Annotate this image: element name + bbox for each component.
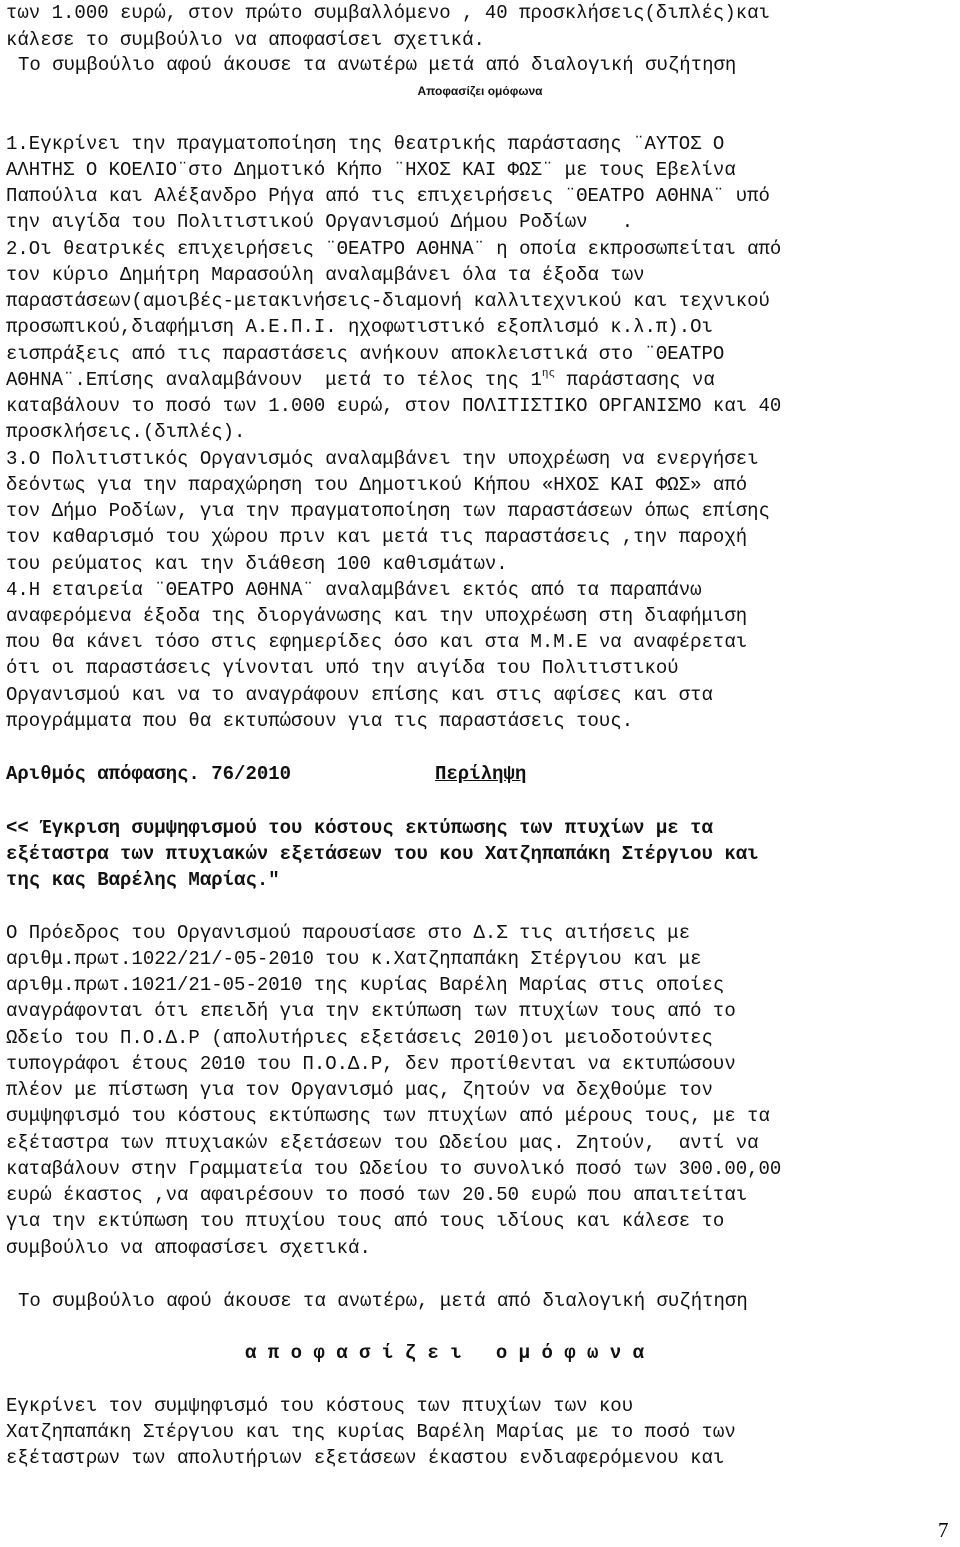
item-line: Οργανισμού και να το αναγράφουν επίσης και στις αφίσες και στα <box>6 684 713 706</box>
body-line: ευρώ έκαστος ,να αφαιρέσουν το ποσό των 20.50 ευρώ που απαιτείται <box>6 1184 748 1206</box>
body-line: καταβάλουν στην Γραμματεία του Ωδείου το συνολικό ποσό των 300.00,00 <box>6 1158 782 1180</box>
final-line: εξέταστρων των απολυτήριων εξετάσεων έκαστου ενδιαφερόμενου και <box>6 1447 725 1469</box>
body-line: πλέον με πίστωση για τον Οργανισμό μας, ζητούν να δεχθούμε τον <box>6 1079 713 1101</box>
body-line: αριθμ.πρωτ.1021/21-05-2010 της κυρίας Βαρέλη Μαρίας στις οποίες <box>6 974 725 996</box>
text-line: των 1.000 ευρώ, στον πρώτο συμβαλλόμενο , 40 προσκλήσεις(διπλές)και <box>6 2 770 24</box>
item-line: ότι οι παραστάσεις γίνονται υπό την αιγίδα του Πολιτιστικού <box>6 657 679 679</box>
body-line: συμψηφισμό του κόστους εκτύπωσης των πτυχίων από μέρους τους, με τα <box>6 1105 770 1127</box>
council-line: Το συμβούλιο αφού άκουσε τα ανωτέρω, μετά από διαλογική συζήτηση <box>18 1290 748 1312</box>
item-line: τον Δήμο Ροδίων, για την πραγματοποίηση των παραστάσεων όπως επίσης <box>6 500 770 522</box>
item-line: τον καθαρισμό του χώρου πριν και μετά τις παραστάσεις ,την παροχή <box>6 526 748 548</box>
body-line: συμβούλιο να αποφασίσει σχετικά. <box>6 1237 371 1259</box>
item-line: 3.Ο Πολιτιστικός Οργανισμός αναλαμβάνει την υποχρέωση να ενεργήσει <box>6 448 759 470</box>
final-line: Χατζηπαπάκη Στέργιου και της κυρίας Βαρέλη Μαρίας με το ποσό των <box>6 1421 736 1443</box>
item-line <box>6 368 715 392</box>
item-line: καταβάλουν το ποσό των 1.000 ευρώ, στον ΠΟΛΙΤΙΣΤΙΚΟ ΟΡΓΑΝΙΣΜΟ και 40 <box>6 395 782 417</box>
item-line: εισπράξεις από τις παραστάσεις ανήκουν αποκλειστικά στο ¨ΘΕΑΤΡΟ <box>6 343 725 365</box>
item-line: την αιγίδα του Πολιτιστικού Οργανισμού Δήμου Ροδίων . <box>6 211 634 233</box>
final-line: Εγκρίνει τον συμψηφισμό του κόστους των πτυχίων των κου <box>6 1395 634 1417</box>
decision-heading: Αποφασίζει ομόφωνα <box>417 84 543 98</box>
item-line: προσωπικού,διαφήμιση Α.Ε.Π.Ι. ηχοφωτιστικό εξοπλισμό κ.λ.π).Οι <box>6 316 713 338</box>
body-line: Ωδείο του Π.Ο.Δ.Ρ (απολυτήριες εξετάσεις 2010)οι μειοδοτούντες <box>6 1027 713 1049</box>
decision-number: Αριθμός απόφασης. 76/2010 <box>6 763 292 785</box>
item-line: 4.Η εταιρεία ¨ΘΕΑΤΡΟ ΑΘΗΝΑ¨ αναλαμβάνει εκτός από τα παραπάνω <box>6 579 702 601</box>
subject-line: της κας Βαρέλης Μαρίας." <box>6 869 280 891</box>
body-line: εξέταστρα των πτυχιακών εξετάσεων του Ωδείου μας. Ζητούν, αντί να <box>6 1132 759 1154</box>
item-line: προγράμματα που θα εκτυπώσουν για τις παραστάσεις τους. <box>6 710 634 732</box>
item-line: παραστάσεων(αμοιβές-μετακινήσεις-διαμονή καλλιτεχνικού και τεχνικού <box>6 290 770 312</box>
body-line: Ο Πρόεδρος του Οργανισμού παρουσίασε στο Δ.Σ τις αιτήσεις με <box>6 922 691 944</box>
item-line: που θα κάνει τόσο στις εφημερίδες όσο και στα Μ.Μ.Ε να αναφέρεται <box>6 631 748 653</box>
subject-line: εξέταστρα των πτυχιακών εξετάσεων του κου Χατζηπαπάκη Στέργιου και <box>6 843 759 865</box>
item-line-text: παράστασης να <box>566 369 715 391</box>
page-number: 7 <box>938 1518 949 1542</box>
body-line: αναγράφονται ότι επειδή για την εκτύπωση των πτυχίων τους από το <box>6 1000 736 1022</box>
ordinal-superscript: ης <box>541 368 556 380</box>
item-line-text: ΑΘΗΝΑ¨.Επίσης αναλαμβάνουν μετά το τέλος της 1 <box>6 369 542 391</box>
body-line: τυπογράφοι έτους 2010 του Π.Ο.Δ.Ρ, δεν προτίθενται να εκτυπώσουν <box>6 1053 736 1075</box>
item-line: του ρεύματος και την διάθεση 100 καθισμάτων. <box>6 553 508 575</box>
item-line: προσκλήσεις.(διπλές). <box>6 421 246 443</box>
decides-heading: α π ο φ α σ ί ζ ε ι ο μ ό φ ω ν α <box>245 1342 645 1364</box>
item-line: ΑΛΗΤΗΣ Ο ΚΟΕΛΙΟ¨στο Δημοτικό Κήπο ¨ΗΧΟΣ ΚΑΙ ΦΩΣ¨ με τους Εβελίνα <box>6 159 736 181</box>
item-line: Παπούλια και Αλέξανδρο Ρήγα από τις επιχειρήσεις ¨ΘΕΑΤΡΟ ΑΘΗΝΑ¨ υπό <box>6 185 770 207</box>
item-line: 2.Οι θεατρικές επιχειρήσεις ¨ΘΕΑΤΡΟ ΑΘΗΝΑ¨ η οποία εκπροσωπείται από <box>6 238 782 260</box>
subject-line: << Έγκριση συμψηφισμού του κόστους εκτύπωσης των πτυχίων με τα <box>6 817 713 839</box>
body-line: για την εκτύπωση του πτυχίου τους από τους ιδίους και κάλεσε το <box>6 1210 725 1232</box>
text-line: κάλεσε το συμβούλιο να αποφασίσει σχετικά. <box>6 29 485 51</box>
item-line: τον κύριο Δημήτρη Μαρασούλη αναλαμβάνει όλα τα έξοδα των <box>6 264 645 286</box>
summary-label: Περίληψη <box>435 763 527 785</box>
item-line: αναφερόμενα έξοδα της διοργάνωσης και την υποχρέωση στη διαφήμιση <box>6 605 748 627</box>
item-line: δεόντως για την παραχώρηση του Δημοτικού Κήπου «ΗΧΟΣ ΚΑΙ ΦΩΣ» από <box>6 474 748 496</box>
text-line: Το συμβούλιο αφού άκουσε τα ανωτέρω μετά από διαλογική συζήτηση <box>18 54 737 76</box>
body-line: αριθμ.πρωτ.1022/21/-05-2010 του κ.Χατζηπαπάκη Στέργιου και με <box>6 948 702 970</box>
item-line: 1.Εγκρίνει την πραγματοποίηση της θεατρικής παράστασης ¨ΑΥΤΟΣ Ο <box>6 133 725 155</box>
